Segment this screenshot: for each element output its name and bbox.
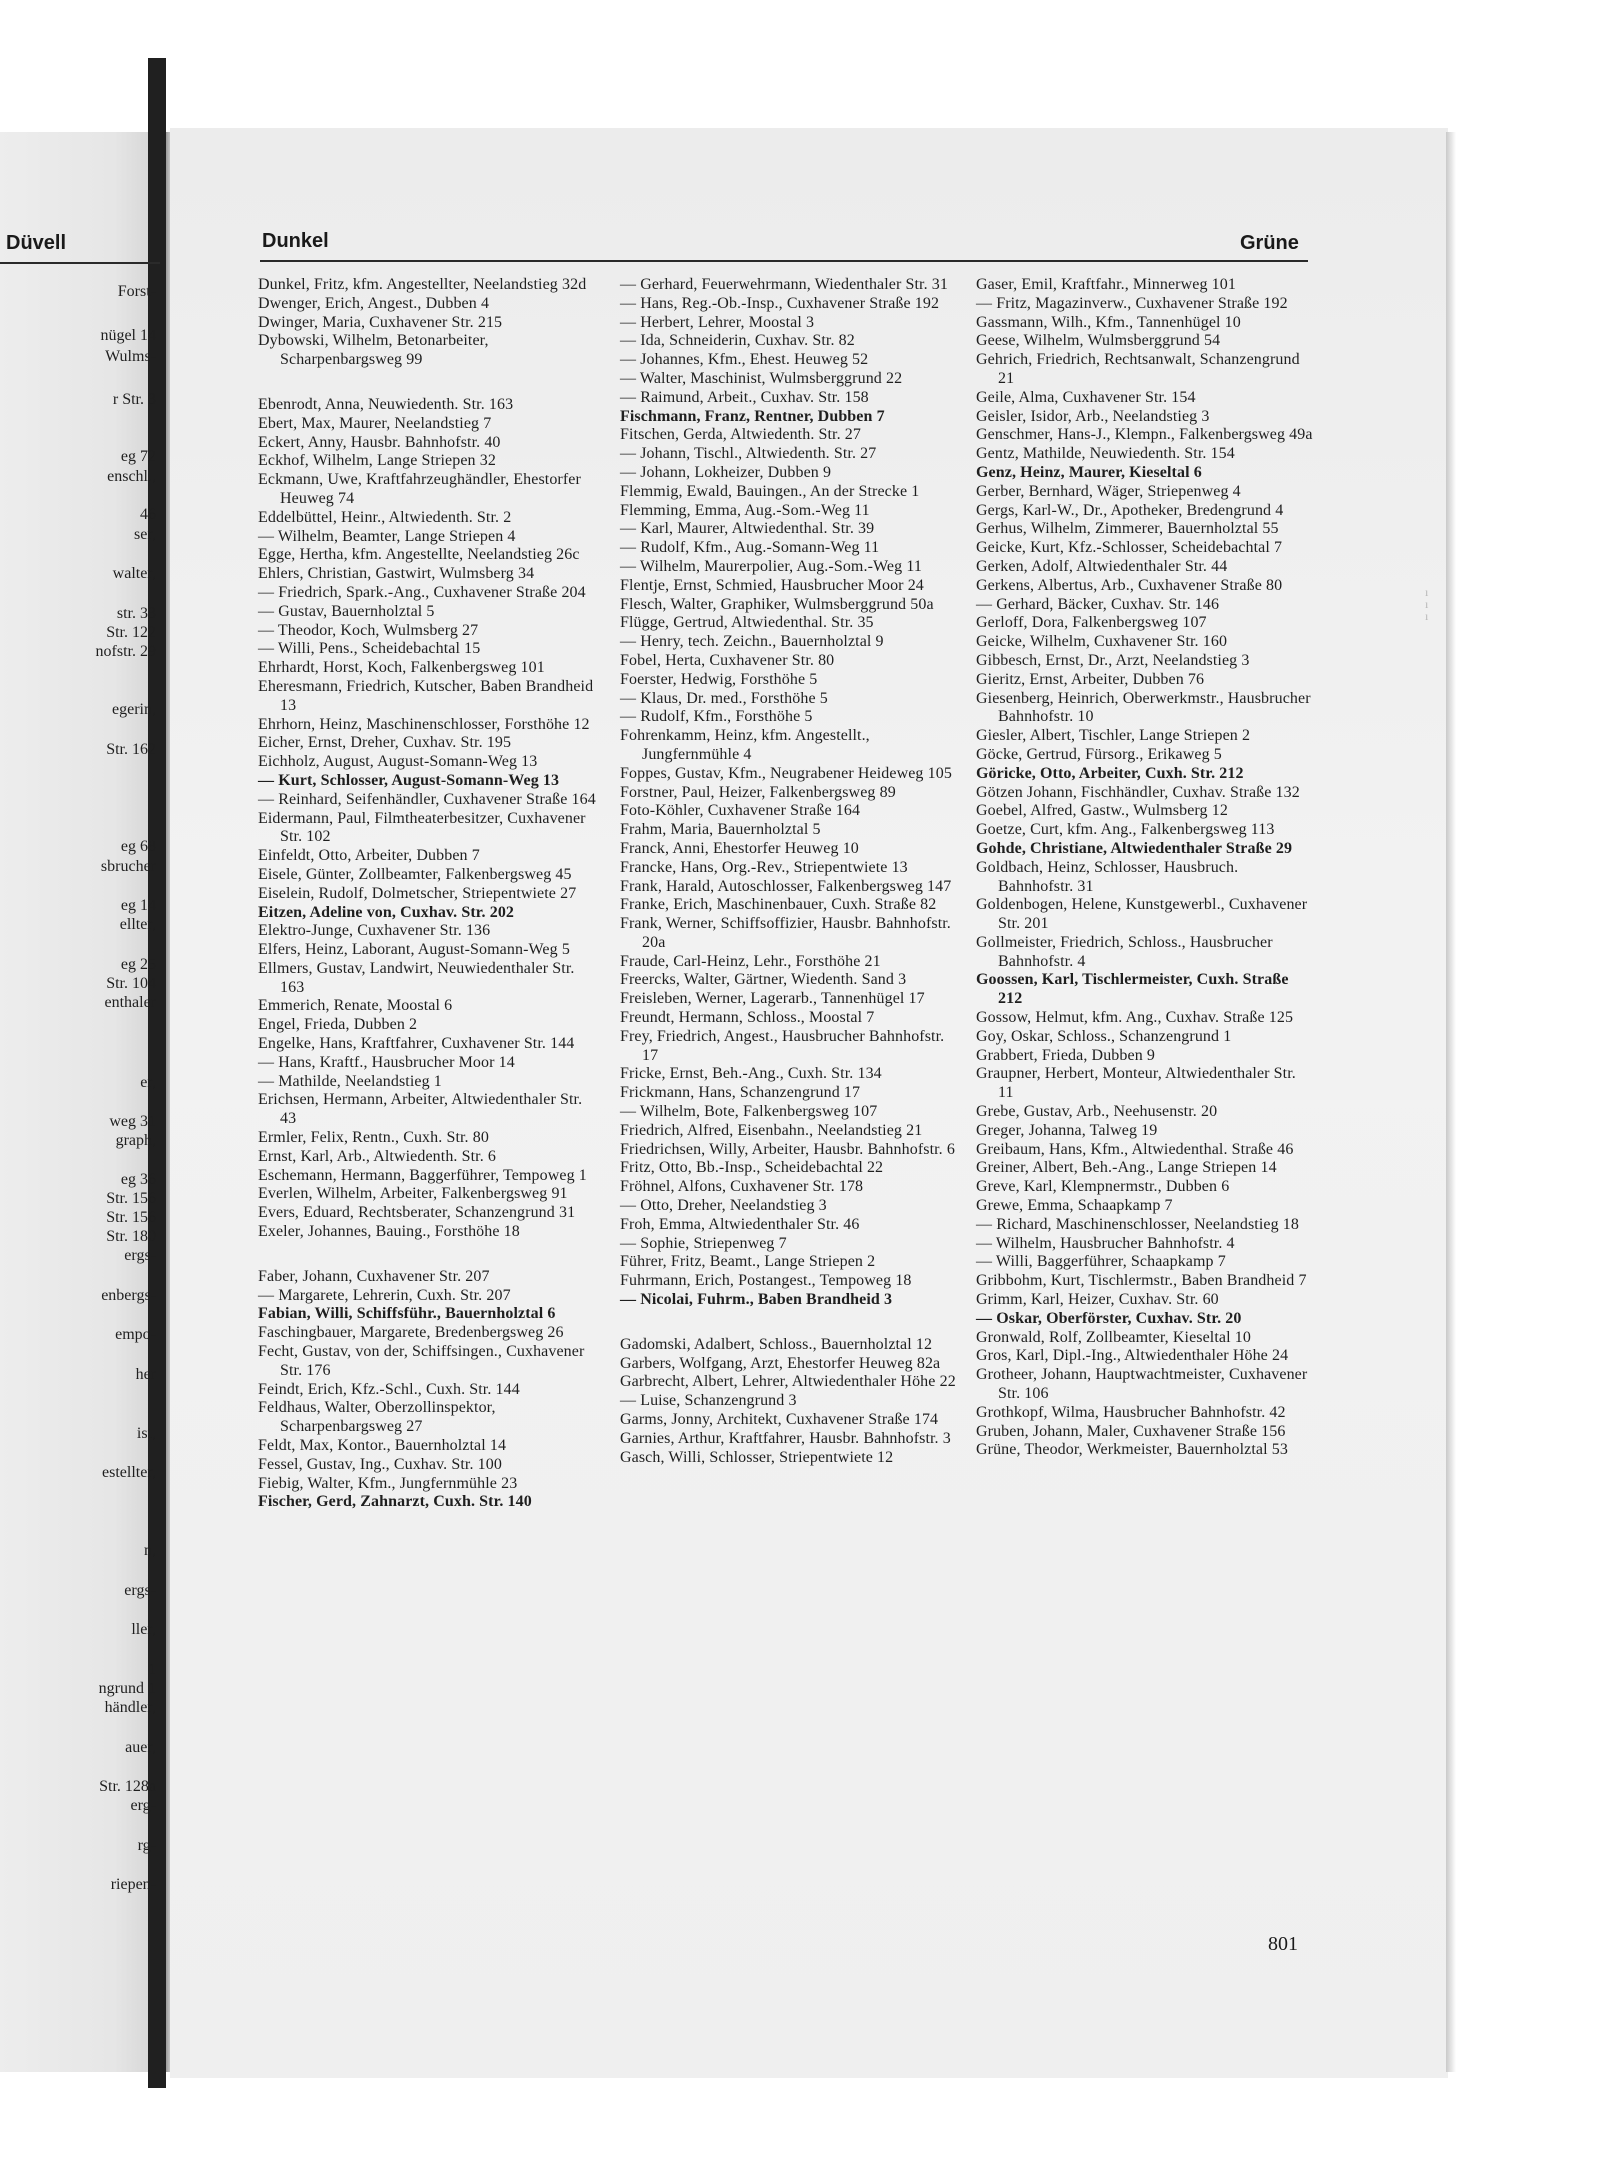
- directory-entry: Fitschen, Gerda, Altwiedenth. Str. 27: [620, 426, 862, 444]
- directory-entry: Gibbesch, Ernst, Dr., Arzt, Neelandstieg 3: [976, 651, 1250, 669]
- left-page-fragment: nofstr. 29: [95, 643, 156, 660]
- directory-entry: Freundt, Hermann, Schloss., Moostal 7: [620, 1009, 875, 1027]
- left-page-fragment: ller,: [131, 1621, 156, 1638]
- left-page-fragment: Str. 180: [106, 1228, 156, 1245]
- left-page-fragment: ergs-: [124, 1582, 156, 1599]
- left-page-fragment: walter,: [112, 565, 156, 582]
- directory-entry: Geisler, Isidor, Arb., Neelandstieg 3: [976, 407, 1210, 425]
- directory-entry: Dybowski, Wilhelm, Betonarbeiter, Scharpenbargsweg 99: [258, 332, 489, 369]
- directory-entry: Fiebig, Walter, Kfm., Jungfernmühle 23: [258, 1474, 518, 1492]
- directory-entry: Erichsen, Hermann, Arbeiter, Altwiedenthaler Str. 43: [258, 1091, 583, 1128]
- directory-entry: Fischmann, Franz, Rentner, Dubben 7: [620, 407, 885, 425]
- left-page-fragment: Wulms-: [105, 348, 156, 365]
- directory-entry: Grotheer, Johann, Hauptwachtmeister, Cuxhavener Str. 106: [976, 1366, 1308, 1403]
- directory-entry: — Gerhard, Feuerwehrmann, Wiedenthaler Str. 31: [620, 276, 949, 293]
- directory-entry: Einfeldt, Otto, Arbeiter, Dubben 7: [258, 847, 480, 865]
- directory-entry: Graupner, Herbert, Monteur, Altwiedenthaler Str. 11: [976, 1065, 1296, 1102]
- directory-entry: Flemming, Emma, Aug.-Som.-Weg 11: [620, 501, 870, 519]
- directory-entry: Grebe, Gustav, Arb., Neehusenstr. 20: [976, 1103, 1218, 1121]
- directory-entry: Freisleben, Werner, Lagerarb., Tannenhügel 17: [620, 990, 925, 1008]
- directory-entry: Franke, Erich, Maschinenbauer, Cuxh. Straße 82: [620, 896, 937, 914]
- left-page-fragment: Str. 122: [106, 624, 156, 641]
- directory-entry: Frank, Werner, Schiffsoffizier, Hausbr. Bahnhofstr. 20a: [620, 915, 951, 951]
- left-page-fragment: eg 68: [120, 838, 156, 855]
- left-page-fragment: eg 36: [120, 1171, 156, 1188]
- directory-entry: Forstner, Paul, Heizer, Falkenbergsweg 89: [620, 783, 896, 801]
- directory-entry: Gasch, Willi, Schlosser, Striepentwiete 12: [620, 1448, 894, 1466]
- directory-entry: Dwinger, Maria, Cuxhavener Str. 215: [258, 313, 503, 331]
- directory-entry: Göricke, Otto, Arbeiter, Cuxh. Str. 212: [976, 764, 1244, 782]
- directory-entry: Genz, Heinz, Maurer, Kieseltal 6: [976, 463, 1202, 481]
- directory-entry: Garbers, Wolfgang, Arzt, Ehestorfer Heuweg 82a: [620, 1354, 941, 1372]
- directory-entry: Gerloff, Dora, Falkenbergsweg 107: [976, 614, 1207, 632]
- left-page-fragment: str. 33: [116, 605, 156, 622]
- directory-entry: Fröhnel, Alfons, Cuxhavener Str. 178: [620, 1178, 864, 1196]
- directory-entry: Greve, Karl, Klempnermstr., Dubben 6: [976, 1178, 1230, 1196]
- directory-entry: Gerken, Adolf, Altwiedenthaler Str. 44: [976, 557, 1228, 575]
- running-head-right: Grüne: [1240, 232, 1299, 254]
- directory-column-3: [976, 276, 1314, 1460]
- directory-entry: Flemmig, Ewald, Bauingen., An der Strecke 1: [620, 482, 920, 500]
- directory-entry: Foppes, Gustav, Kfm., Neugrabener Heideweg 105: [620, 764, 952, 782]
- directory-entry: Ehrhardt, Horst, Koch, Falkenbergsweg 101: [258, 659, 545, 677]
- left-page-fragment: eg 25: [120, 956, 156, 973]
- directory-entry: Foerster, Hedwig, Forsthöhe 5: [620, 670, 818, 688]
- directory-entry: — Otto, Dreher, Neelandstieg 3: [620, 1197, 827, 1215]
- left-page-fragment: ser,: [133, 526, 156, 543]
- directory-entry: — Wilhelm, Beamter, Lange Striepen 4: [258, 527, 516, 545]
- directory-entry: Götzen Johann, Fischhändler, Cuxhav. Straße 132: [976, 783, 1300, 801]
- directory-entry: Greiner, Albert, Beh.-Ang., Lange Striepen 14: [976, 1159, 1277, 1177]
- left-page-fragment: r Str. 3: [112, 391, 156, 408]
- directory-entry: Gassmann, Wilh., Kfm., Tannenhügel 10: [976, 313, 1241, 331]
- directory-entry: Ehlers, Christian, Gastwirt, Wulmsberg 34: [258, 565, 535, 583]
- directory-entry: Engelke, Hans, Kraftfahrer, Cuxhavener Str. 144: [258, 1035, 575, 1053]
- directory-entry: Gieritz, Ernst, Arbeiter, Dubben 76: [976, 670, 1205, 688]
- directory-entry: Eschemann, Hermann, Baggerführer, Tempoweg 1: [258, 1166, 587, 1184]
- directory-entry: Gruben, Johann, Maler, Cuxhavener Straße 156: [976, 1422, 1286, 1440]
- left-page-fragment: Forst-: [117, 283, 156, 300]
- left-page-fragment: auer,: [125, 1739, 156, 1756]
- directory-entry: Faber, Johann, Cuxhavener Str. 207: [258, 1267, 490, 1285]
- left-page-fragment: eg 14: [120, 897, 156, 914]
- left-page-rule: [0, 262, 160, 264]
- left-page-fragment: Str. 162: [106, 741, 156, 758]
- directory-entry: Engel, Frieda, Dubben 2: [258, 1016, 418, 1034]
- directory-entry: — Oskar, Oberförster, Cuxhav. Str. 20: [976, 1309, 1242, 1327]
- directory-entry: Garms, Jonny, Architekt, Cuxhavener Straße 174: [620, 1411, 939, 1429]
- directory-entry: Eicher, Ernst, Dreher, Cuxhav. Str. 195: [258, 734, 512, 752]
- directory-entry: — Reinhard, Seifenhändler, Cuxhavener Straße 164: [258, 790, 596, 808]
- directory-entry: — Gerhard, Bäcker, Cuxhav. Str. 146: [976, 595, 1220, 613]
- directory-entry: Evers, Eduard, Rechtsberater, Schanzengrund 31: [258, 1204, 576, 1222]
- directory-entry: — Willi, Baggerführer, Schaapkamp 7: [976, 1253, 1226, 1271]
- directory-entry: — Karl, Maurer, Altwiedenthal. Str. 39: [620, 520, 875, 538]
- directory-entry: — Klaus, Dr. med., Forsthöhe 5: [620, 689, 828, 707]
- directory-entry: Elektro-Junge, Cuxhavener Str. 136: [258, 922, 491, 940]
- directory-entry: — Willi, Pens., Scheidebachtal 15: [258, 640, 481, 658]
- directory-entry: Ebenrodt, Anna, Neuwiedenth. Str. 163: [258, 395, 514, 413]
- directory-entry: — Sophie, Striepenweg 7: [620, 1234, 787, 1252]
- directory-entry: Eckmann, Uwe, Kraftfahrzeughändler, Ehestorfer Heuweg 74: [258, 471, 581, 507]
- directory-entry: Grothkopf, Wilma, Hausbrucher Bahnhofstr. 42: [976, 1403, 1286, 1421]
- left-page-fragment: enschl.,: [107, 468, 156, 485]
- left-page-fragment: ist,: [136, 1425, 156, 1442]
- directory-entry: Frahm, Maria, Bauernholztal 5: [620, 821, 821, 839]
- directory-entry: Goldenbogen, Helene, Kunstgewerbl., Cuxhavener Str. 201: [976, 896, 1308, 933]
- directory-entry: Gossow, Helmut, kfm. Ang., Cuxhav. Straße 125: [976, 1009, 1294, 1027]
- left-page-fragment: Str. 128a: [99, 1778, 156, 1795]
- directory-entry: Gerhus, Wilhelm, Zimmerer, Bauernholztal 55: [976, 520, 1279, 538]
- directory-entry: Feldhaus, Walter, Oberzollinspektor, Scharpenbargsweg 27: [258, 1399, 496, 1436]
- directory-entry: Francke, Hans, Org.-Rev., Striepentwiete 13: [620, 858, 908, 876]
- directory-entry: — Hans, Kraftf., Hausbrucher Moor 14: [258, 1053, 515, 1071]
- directory-entry: — Wilhelm, Maurerpolier, Aug.-Som.-Weg 11: [620, 557, 922, 575]
- directory-column-1: [258, 276, 596, 1512]
- left-page-fragment: ellter,: [119, 916, 156, 933]
- left-page-fragment: Str. 104: [106, 975, 156, 992]
- directory-entry: Eheresmann, Friedrich, Kutscher, Baben Brandheid 13: [258, 677, 594, 714]
- left-page-fragment: händler,: [104, 1699, 156, 1716]
- left-page-fragment: Str. 156: [106, 1190, 156, 1207]
- directory-entry: — Rudolf, Kfm., Forsthöhe 5: [620, 708, 813, 726]
- directory-entry: Fobel, Herta, Cuxhavener Str. 80: [620, 651, 835, 669]
- directory-entry: Giesenberg, Heinrich, Oberwerkmstr., Hausbrucher Bahnhofstr. 10: [976, 689, 1311, 726]
- directory-entry: Gronwald, Rolf, Zollbeamter, Kieseltal 10: [976, 1328, 1251, 1346]
- left-page-fragment: erg-: [130, 1797, 156, 1814]
- directory-column-2: [620, 276, 958, 1467]
- directory-entry: Greibaum, Hans, Kfm., Altwiedenthal. Straße 46: [976, 1140, 1294, 1158]
- directory-entry: Geicke, Kurt, Kfz.-Schlosser, Scheidebachtal 7: [976, 539, 1283, 557]
- directory-entry: Garnies, Arthur, Kraftfahrer, Hausbr. Bahnhofstr. 3: [620, 1429, 951, 1447]
- directory-entry: — Ida, Schneiderin, Cuxhav. Str. 82: [620, 332, 855, 350]
- directory-entry: — Johann, Tischl., Altwiedenth. Str. 27: [620, 445, 877, 463]
- left-page-header: Düvell: [6, 232, 67, 254]
- directory-entry: Eiselein, Rudolf, Dolmetscher, Striepentwiete 27: [258, 884, 577, 902]
- directory-entry: Gerkens, Albertus, Arb., Cuxhavener Straße 80: [976, 576, 1283, 594]
- left-page-fragment: 46: [140, 506, 156, 523]
- directory-entry: — Hans, Reg.-Ob.-Insp., Cuxhavener Straße 192: [620, 294, 940, 312]
- left-page-fragment: rg-: [137, 1837, 156, 1854]
- directory-entry: Frey, Friedrich, Angest., Hausbrucher Bahnhofstr. 17: [620, 1027, 945, 1064]
- directory-entry: — Rudolf, Kfm., Aug.-Somann-Weg 11: [620, 539, 880, 557]
- directory-entry: Flentje, Ernst, Schmied, Hausbrucher Moor 24: [620, 576, 924, 594]
- directory-entry: — Margarete, Lehrerin, Cuxh. Str. 207: [258, 1286, 511, 1304]
- left-page-fragment: estellter,: [102, 1464, 156, 1481]
- directory-entry: Goldbach, Heinz, Schlosser, Hausbruch. Bahnhofstr. 31: [976, 858, 1239, 895]
- directory-entry: Fohrenkamm, Heinz, kfm. Angestellt., Jungfernmühle 4: [620, 727, 870, 763]
- left-page-fragment: enthaler: [104, 994, 156, 1011]
- directory-entry: Genschmer, Hans-J., Klempn., Falkenbergsweg 49a: [976, 426, 1313, 444]
- left-page-fragment: sbrucher: [100, 858, 156, 875]
- directory-entry: Friedrich, Alfred, Eisenbahn., Neelandstieg 21: [620, 1121, 923, 1139]
- directory-entry: Geese, Wilhelm, Wulmsberggrund 54: [976, 332, 1221, 350]
- left-page-fragment: weg 31: [109, 1113, 156, 1130]
- right-page-edge: [1446, 132, 1456, 2072]
- left-page-fragment: ngrund 1: [98, 1680, 156, 1697]
- directory-entry: Ellmers, Gustav, Landwirt, Neuwiedenthaler Str. 163: [258, 959, 575, 996]
- directory-entry: Fabian, Willi, Schiffsführ., Bauernholztal 6: [258, 1305, 556, 1323]
- left-page-fragment: egerin,: [112, 701, 156, 718]
- directory-entry: Greger, Johanna, Talweg 19: [976, 1121, 1158, 1139]
- left-page-fragment: empo-: [115, 1326, 156, 1343]
- left-page-fragment: 1: [148, 1661, 156, 1678]
- directory-entry: Gergs, Karl-W., Dr., Apotheker, Bredengrund 4: [976, 501, 1284, 519]
- directory-entry: — Kurt, Schlosser, August-Somann-Weg 13: [258, 771, 560, 789]
- directory-entry: Everlen, Wilhelm, Arbeiter, Falkenbergsweg 91: [258, 1185, 568, 1203]
- directory-entry: Fessel, Gustav, Ing., Cuxhav. Str. 100: [258, 1455, 502, 1473]
- directory-entry: Dwenger, Erich, Angest., Dubben 4: [258, 294, 490, 312]
- directory-entry: Eddelbüttel, Heinr., Altwiedenth. Str. 2: [258, 508, 512, 526]
- directory-entry: Flesch, Walter, Graphiker, Wulmsberggrund 50a: [620, 595, 934, 613]
- directory-entry: — Nicolai, Fuhrm., Baben Brandheid 3: [620, 1291, 893, 1309]
- directory-entry: Franck, Anni, Ehestorfer Heuweg 10: [620, 839, 859, 857]
- directory-entry: — Wilhelm, Hausbrucher Bahnhofstr. 4: [976, 1234, 1235, 1252]
- left-page-fragment: enbergs-: [101, 1287, 156, 1304]
- directory-entry: Fricke, Ernst, Beh.-Ang., Cuxh. Str. 134: [620, 1065, 882, 1083]
- directory-entry: Grewe, Emma, Schaapkamp 7: [976, 1197, 1173, 1215]
- directory-entry: Ebert, Max, Maurer, Neelandstieg 7: [258, 414, 492, 432]
- directory-entry: Grabbert, Frieda, Dubben 9: [976, 1046, 1155, 1064]
- letter-section-gap: [258, 1242, 596, 1268]
- directory-entry: Gadomski, Adalbert, Schloss., Bauernholztal 12: [620, 1335, 933, 1353]
- directory-entry: Fuhrmann, Erich, Postangest., Tempoweg 18: [620, 1272, 912, 1290]
- left-page-fragment: ergs-: [124, 1247, 156, 1264]
- directory-entry: Feindt, Erich, Kfz.-Schl., Cuxh. Str. 144: [258, 1380, 520, 1398]
- directory-entry: Geile, Alma, Cuxhavener Str. 154: [976, 388, 1196, 406]
- directory-entry: Ehrhorn, Heinz, Maschinenschlosser, Forsthöhe 12: [258, 715, 590, 733]
- directory-entry: Freercks, Walter, Gärtner, Wiedenth. Sand 3: [620, 971, 907, 989]
- directory-entry: Fraude, Carl-Heinz, Lehr., Forsthöhe 21: [620, 952, 881, 970]
- directory-entry: Egge, Hertha, kfm. Angestellte, Neelandstieg 26c: [258, 546, 580, 564]
- directory-entry: — Gustav, Bauernholztal 5: [258, 602, 435, 620]
- directory-entry: Friedrichsen, Willy, Arbeiter, Hausbr. Bahnhofstr. 6: [620, 1140, 955, 1158]
- directory-entry: Dunkel, Fritz, kfm. Angestellter, Neelandstieg 32d: [258, 276, 587, 293]
- left-page-fragment: er,: [140, 1074, 156, 1091]
- directory-entry: Gerber, Bernhard, Wäger, Striepenweg 4: [976, 482, 1241, 500]
- directory-entry: Fritz, Otto, Bb.-Insp., Scheidebachtal 22: [620, 1159, 884, 1177]
- directory-entry: — Johann, Lokheizer, Dubben 9: [620, 463, 832, 481]
- left-page-fragment: nügel 14: [100, 327, 156, 344]
- directory-entry: Grüne, Theodor, Werkmeister, Bauernholztal 53: [976, 1441, 1288, 1459]
- directory-entry: Fischer, Gerd, Zahnarzt, Cuxh. Str. 140: [258, 1493, 532, 1511]
- directory-entry: Eichholz, August, August-Somann-Weg 13: [258, 753, 538, 771]
- directory-entry: Eisele, Günter, Zollbeamter, Falkenbergsweg 45: [258, 865, 572, 883]
- letter-section-gap: [258, 370, 596, 396]
- directory-entry: Emmerich, Renate, Moostal 6: [258, 997, 453, 1015]
- directory-entry: Froh, Emma, Altwiedenthaler Str. 46: [620, 1215, 860, 1233]
- directory-entry: Foto-Köhler, Cuxhavener Straße 164: [620, 802, 861, 820]
- directory-entry: Eckhof, Wilhelm, Lange Striepen 32: [258, 452, 496, 470]
- directory-entry: — Luise, Schanzengrund 3: [620, 1392, 797, 1410]
- directory-entry: — Henry, tech. Zeichn., Bauernholztal 9: [620, 633, 884, 651]
- directory-entry: — Richard, Maschinenschlosser, Neelandstieg 18: [976, 1215, 1299, 1233]
- directory-entry: Elfers, Heinz, Laborant, August-Somann-Weg 5: [258, 941, 570, 959]
- left-page-fragment: Str. 156: [106, 1209, 156, 1226]
- directory-entry: Goy, Oskar, Schloss., Schanzengrund 1: [976, 1027, 1232, 1045]
- directory-entry: Gentz, Mathilde, Neuwiedenth. Str. 154: [976, 445, 1235, 463]
- directory-entry: Gehrich, Friedrich, Rechtsanwalt, Schanzengrund 21: [976, 351, 1300, 387]
- directory-entry: Flügge, Gertrud, Altwiedenthal. Str. 35: [620, 614, 874, 632]
- directory-entry: Gribbohm, Kurt, Tischlermstr., Baben Brandheid 7: [976, 1272, 1307, 1290]
- directory-entry: Gros, Karl, Dipl.-Ing., Altwiedenthaler Höhe 24: [976, 1347, 1289, 1365]
- margin-marks: ı ı ı: [1425, 585, 1429, 623]
- left-page-fragment: graph,: [115, 1132, 156, 1149]
- left-page-fragment: her: [135, 1366, 156, 1383]
- directory-entry: Goetze, Curt, kfm. Ang., Falkenbergsweg 113: [976, 821, 1275, 839]
- directory-entry: Eckert, Anny, Hausbr. Bahnhofstr. 40: [258, 433, 501, 451]
- directory-entry: Eidermann, Paul, Filmtheaterbesitzer, Cuxhavener Str. 102: [258, 809, 586, 846]
- left-page-fragment: riepen-: [110, 1876, 156, 1893]
- directory-entry: Goebel, Alfred, Gastw., Wulmsberg 12: [976, 802, 1228, 820]
- directory-entry: Exeler, Johannes, Bauing., Forsthöhe 18: [258, 1223, 520, 1241]
- directory-entry: Feldt, Max, Kontor., Bauernholztal 14: [258, 1437, 507, 1455]
- left-page-fragment: n,: [144, 1542, 156, 1559]
- running-head-left: Dunkel: [262, 230, 329, 252]
- directory-entry: — Herbert, Lehrer, Moostal 3: [620, 313, 815, 331]
- directory-entry: Faschingbauer, Margarete, Bredenbergsweg 26: [258, 1324, 564, 1342]
- directory-entry: — Walter, Maschinist, Wulmsberggrund 22: [620, 369, 903, 387]
- page-number: 801: [1268, 1933, 1298, 1955]
- directory-entry: Eitzen, Adeline von, Cuxhav. Str. 202: [258, 903, 515, 921]
- header-rule: [260, 260, 1308, 262]
- left-page-fragment: eg 72: [120, 448, 156, 465]
- directory-entry: Ernst, Karl, Arb., Altwiedenth. Str. 6: [258, 1147, 497, 1165]
- directory-entry: — Fritz, Magazinverw., Cuxhavener Straße 192: [976, 294, 1288, 312]
- directory-entry: Gohde, Christiane, Altwiedenthaler Straße 29: [976, 839, 1293, 857]
- directory-entry: Gaser, Emil, Kraftfahr., Minnerweg 101: [976, 276, 1236, 293]
- directory-entry: — Johannes, Kfm., Ehest. Heuweg 52: [620, 351, 869, 369]
- directory-entry: Göcke, Gertrud, Fürsorg., Erikaweg 5: [976, 745, 1222, 763]
- directory-entry: Geicke, Wilhelm, Cuxhavener Str. 160: [976, 633, 1228, 651]
- directory-entry: Ermler, Felix, Rentn., Cuxh. Str. 80: [258, 1129, 489, 1147]
- directory-entry: — Mathilde, Neelandstieg 1: [258, 1072, 442, 1090]
- directory-entry: Garbrecht, Albert, Lehrer, Altwiedenthaler Höhe 22: [620, 1373, 956, 1391]
- directory-entry: Gollmeister, Friedrich, Schloss., Hausbrucher Bahnhofstr. 4: [976, 933, 1273, 970]
- directory-entry: Goossen, Karl, Tischlermeister, Cuxh. Straße 212: [976, 971, 1289, 1008]
- letter-section-gap: [620, 1310, 958, 1336]
- directory-entry: Frank, Harald, Autoschlosser, Falkenbergsweg 147: [620, 877, 952, 895]
- directory-entry: Fecht, Gustav, von der, Schiffsingen., Cuxhavener Str. 176: [258, 1343, 585, 1379]
- directory-entry: — Raimund, Arbeit., Cuxhav. Str. 158: [620, 388, 869, 406]
- directory-entry: Führer, Fritz, Beamt., Lange Striepen 2: [620, 1253, 876, 1271]
- directory-entry: — Friedrich, Spark.-Ang., Cuxhavener Straße 204: [258, 583, 586, 601]
- directory-entry: Grimm, Karl, Heizer, Cuxhav. Str. 60: [976, 1291, 1219, 1309]
- directory-entry: Giesler, Albert, Tischler, Lange Striepen 2: [976, 727, 1251, 745]
- directory-entry: — Theodor, Koch, Wulmsberg 27: [258, 621, 479, 639]
- directory-entry: — Wilhelm, Bote, Falkenbergsweg 107: [620, 1103, 878, 1121]
- directory-entry: Frickmann, Hans, Schanzengrund 17: [620, 1084, 861, 1102]
